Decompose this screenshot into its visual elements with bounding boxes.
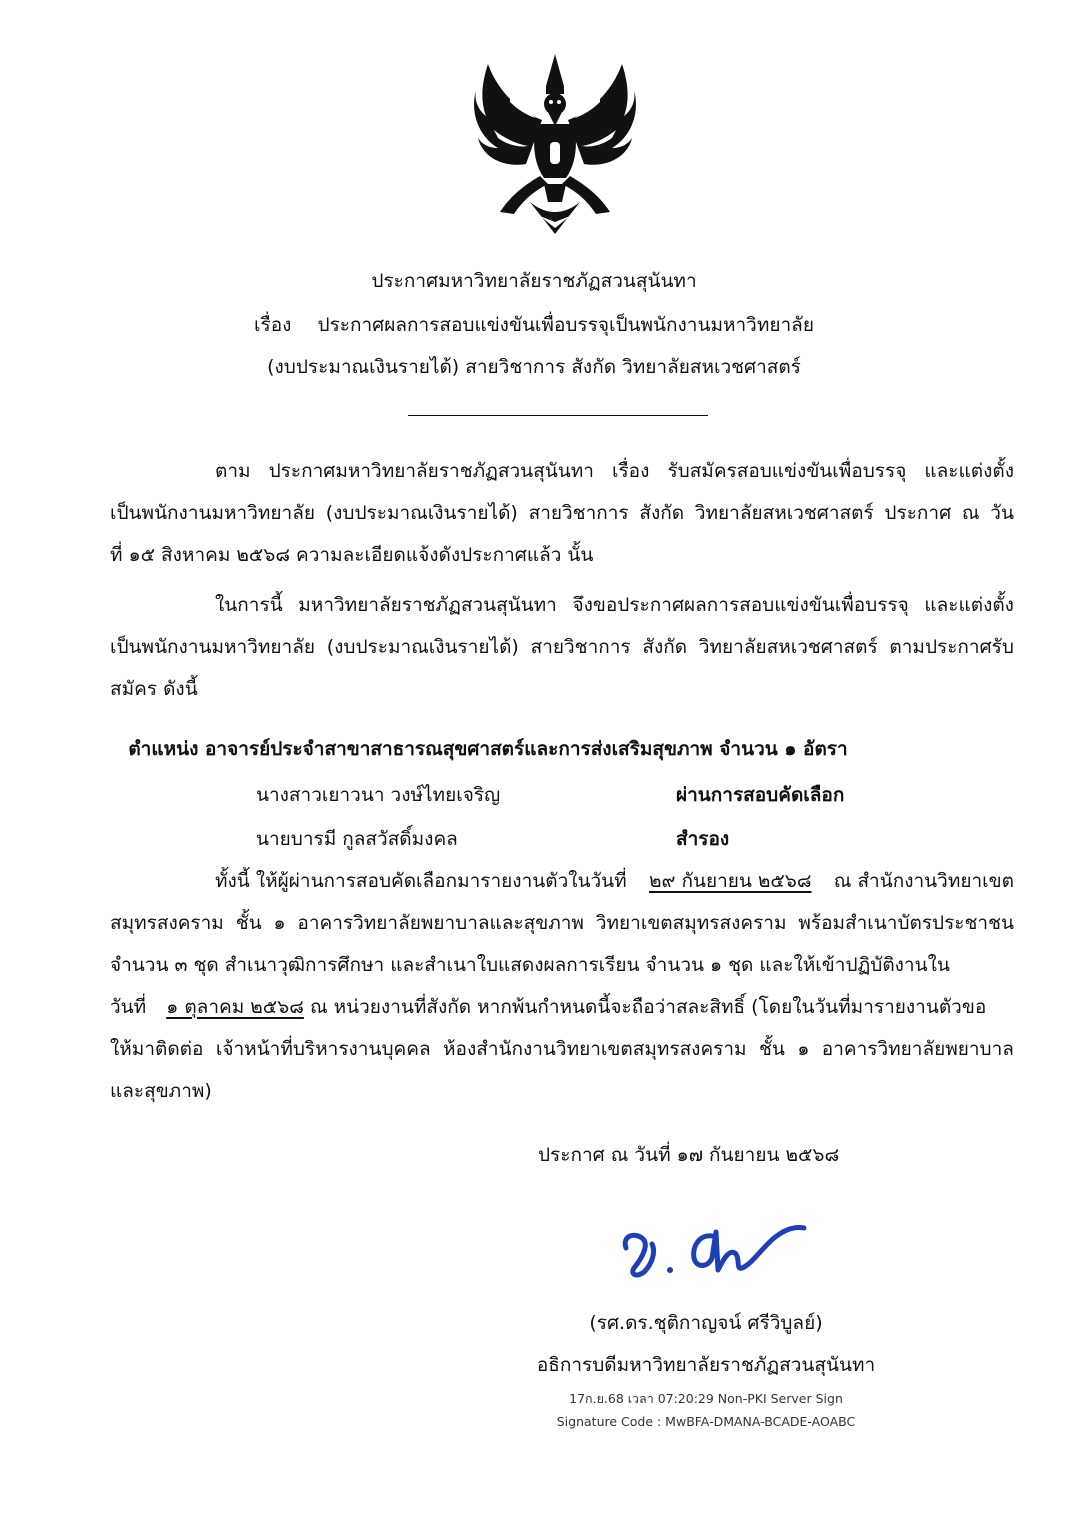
- paragraph-line: สมุทรสงคราม ชั้น ๑ อาคารวิทยาลัยพยาบาลและสุขภาพ วิทยาเขตสมุทรสงคราม พร้อมสำเนาบัตรประชาชน: [110, 912, 1014, 934]
- paragraph-line: สมัคร ดังนี้: [110, 678, 198, 700]
- paragraph-line: เป็นพนักงานมหาวิทยาลัย (งบประมาณเงินรายได้) สายวิชาการ สังกัด วิทยาลัยสหเวชศาสตร์ ประกาศ ณ วัน: [110, 502, 1014, 524]
- subject-line-1: ประกาศผลการสอบแข่งขันเพื่อบรรจุเป็นพนักงานมหาวิทยาลัย: [317, 314, 814, 336]
- report-date: ๒๙ กันยายน ๒๕๖๘: [648, 870, 812, 892]
- signer-name: (รศ.ดร.ชุติกาญจน์ ศรีวิบูลย์): [589, 1312, 823, 1334]
- signer-title: อธิการบดีมหาวิทยาลัยราชภัฏสวนสุนันทา: [536, 1354, 876, 1376]
- paragraph-line: ในการนี้ มหาวิทยาลัยราชภัฏสวนสุนันทา จึงขอประกาศผลการสอบแข่งขันเพื่อบรรจุ และแต่งตั้ง: [215, 594, 1014, 616]
- position-heading: ตำแหน่ง อาจารย์ประจำสาขาสาธารณสุขศาสตร์และการส่งเสริมสุขภาพ จำนวน ๑ อัตรา: [128, 738, 848, 760]
- candidate-name: นายบารมี กูลสวัสดิ์มงคล: [256, 828, 458, 850]
- announcement-date: ประกาศ ณ วันที่ ๑๗ กันยายน ๒๕๖๘: [538, 1144, 840, 1166]
- paragraph-line: ที่ ๑๕ สิงหาคม ๒๕๖๘ ความละเอียดแจ้งดังประกาศแล้ว นั้น: [110, 544, 594, 566]
- handwritten-signature: [612, 1208, 812, 1288]
- paragraph-line: จำนวน ๓ ชุด สำเนาวุฒิการศึกษา และสำเนาใบแสดงผลการเรียน จำนวน ๑ ชุด และให้เข้าปฏิบัติงานใน: [110, 954, 950, 976]
- paragraph-line: และสุขภาพ): [110, 1080, 212, 1102]
- candidate-name: นางสาวเยาวนา วงษ์ไทยเจริญ: [256, 784, 501, 806]
- header-divider: [408, 415, 708, 416]
- announcement-title: ประกาศมหาวิทยาลัยราชภัฏสวนสุนันทา: [371, 270, 697, 292]
- signature-code: Signature Code : MwBFA-DMANA-BCADE-AOABC: [556, 1414, 856, 1429]
- paragraph-line: เป็นพนักงานมหาวิทยาลัย (งบประมาณเงินรายได้) สายวิชาการ สังกัด วิทยาลัยสหเวชศาสตร์ ตามประกาศรับ: [110, 636, 1014, 658]
- paragraph-line: ให้มาติดต่อ เจ้าหน้าที่บริหารงานบุคคล ห้องสำนักงานวิทยาเขตสมุทรสงคราม ชั้น ๑ อาคารวิทยาลัยพยาบาล: [110, 1038, 1014, 1060]
- paragraph-line: วันที่ ๑ ตุลาคม ๒๕๖๘ ณ หน่วยงานที่สังกัด หากพ้นกำหนดนี้จะถือว่าสละสิทธิ์ (โดยในวันที่มารายงานตัวขอ: [110, 996, 987, 1018]
- start-date: ๑ ตุลาคม ๒๕๖๘: [166, 996, 304, 1018]
- garuda-emblem-icon: [470, 52, 640, 237]
- digital-sign-stamp: 17ก.ย.68 เวลา 07:20:29 Non-PKI Server Sign: [569, 1391, 843, 1406]
- candidate-result: สำรอง: [676, 828, 730, 850]
- subject-line-2: (งบประมาณเงินรายได้) สายวิชาการ สังกัด วิทยาลัยสหเวชศาสตร์: [267, 356, 801, 378]
- paragraph-announcement: [110, 584, 1014, 710]
- candidate-result: ผ่านการสอบคัดเลือก: [676, 784, 845, 806]
- paragraph-line: ทั้งนี้ ให้ผู้ผ่านการสอบคัดเลือกมารายงานตัวในวันที่ ๒๙ กันยายน ๒๕๖๘ ณ สำนักงานวิทยาเขต: [110, 860, 1014, 902]
- paragraph-reporting: [110, 860, 1014, 1112]
- announcement-subject: [0, 310, 1068, 340]
- paragraph-line: ตาม ประกาศมหาวิทยาลัยราชภัฏสวนสุนันทา เรื่อง รับสมัครสอบแข่งขันเพื่อบรรจุ และแต่งตั้ง: [215, 460, 1014, 482]
- subject-label: เรื่อง: [254, 314, 292, 336]
- paragraph-reference: [110, 450, 1014, 576]
